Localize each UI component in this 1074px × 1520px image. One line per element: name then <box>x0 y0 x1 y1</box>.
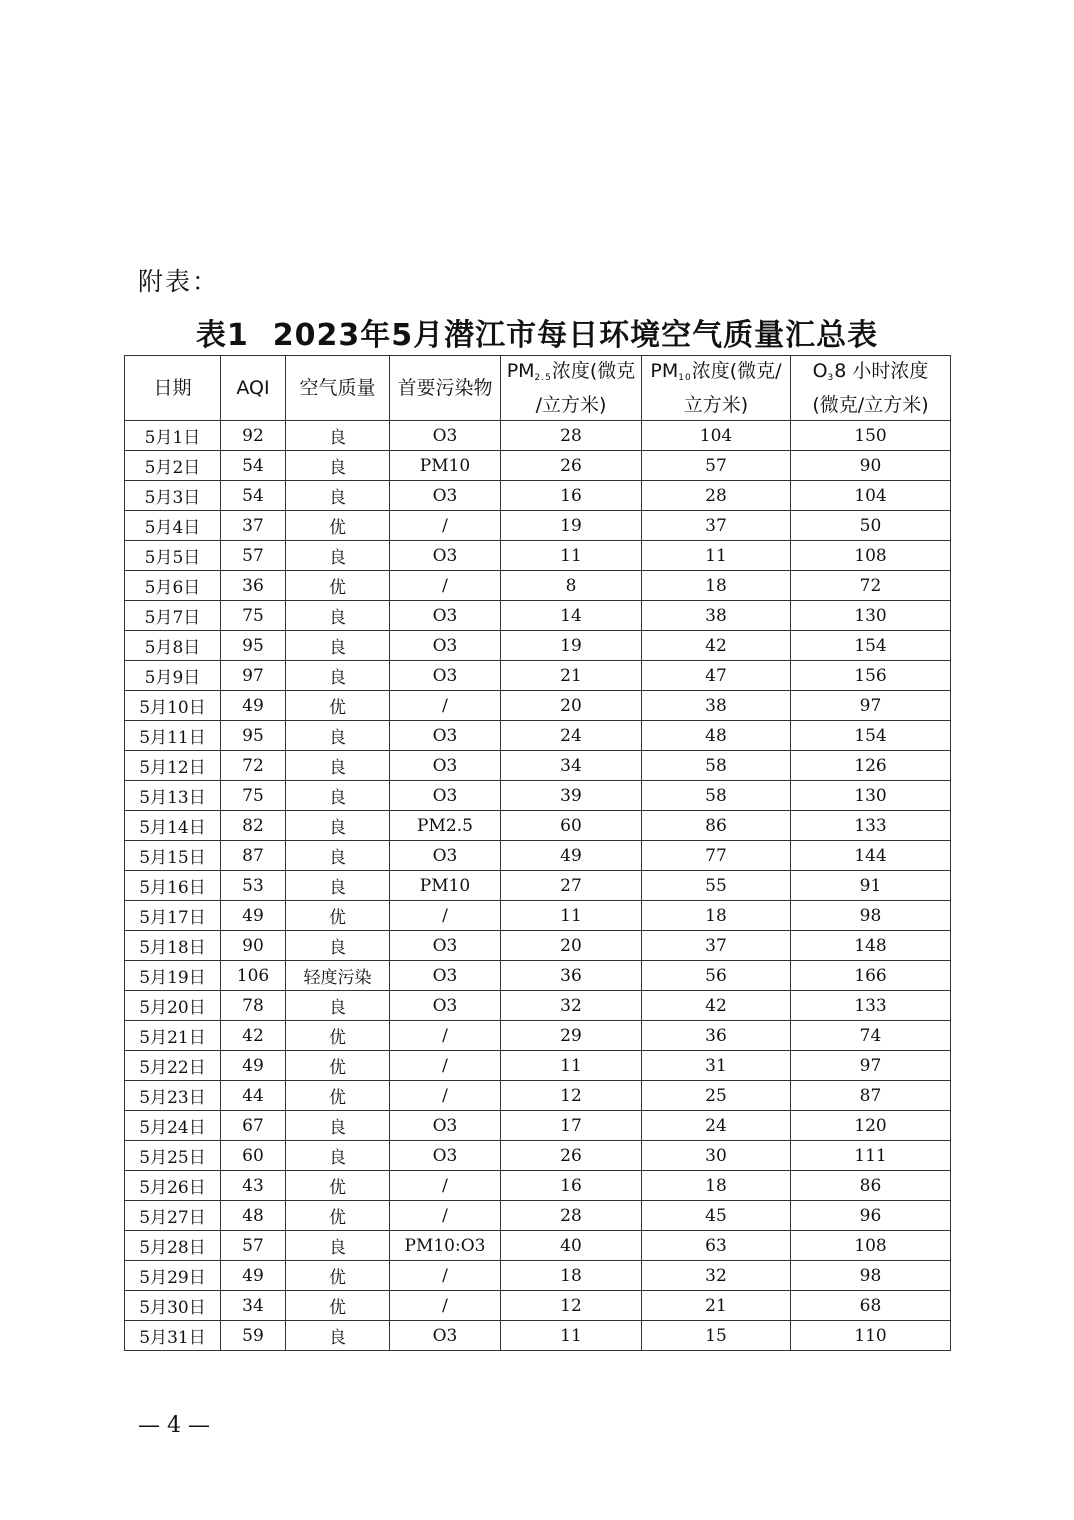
table-row <box>125 901 951 931</box>
table-row <box>125 721 951 751</box>
table-row <box>125 1201 951 1231</box>
cell-o3-8h: 156 <box>791 661 951 691</box>
cell-pm10: 18 <box>642 1171 791 1201</box>
table-row <box>125 781 951 811</box>
cell-o3-8h: 126 <box>791 751 951 781</box>
table-row <box>125 481 951 511</box>
cell-date: 5月11日 <box>125 721 221 751</box>
table-row <box>125 1321 951 1351</box>
table-row <box>125 1021 951 1051</box>
cell-air-quality: 优 <box>286 1201 390 1231</box>
cell-o3-8h: 104 <box>791 481 951 511</box>
cell-pm10: 38 <box>642 691 791 721</box>
cell-aqi: 72 <box>221 751 286 781</box>
cell-pm10: 42 <box>642 991 791 1021</box>
cell-aqi: 36 <box>221 571 286 601</box>
cell-o3-8h: 91 <box>791 871 951 901</box>
cell-air-quality: 良 <box>286 811 390 841</box>
cell-pm25: 20 <box>501 931 642 961</box>
cell-pm25: 19 <box>501 631 642 661</box>
cell-o3-8h: 130 <box>791 781 951 811</box>
cell-primary-pollutant: O3 <box>390 601 501 631</box>
cell-air-quality: 优 <box>286 571 390 601</box>
cell-air-quality: 良 <box>286 481 390 511</box>
cell-pm25: 11 <box>501 541 642 571</box>
cell-aqi: 54 <box>221 451 286 481</box>
cell-air-quality: 良 <box>286 841 390 871</box>
table-row <box>125 991 951 1021</box>
cell-pm25: 40 <box>501 1231 642 1261</box>
cell-pm25: 16 <box>501 481 642 511</box>
cell-o3-8h: 154 <box>791 721 951 751</box>
cell-pm10: 42 <box>642 631 791 661</box>
cell-pm25: 60 <box>501 811 642 841</box>
cell-aqi: 106 <box>221 961 286 991</box>
cell-primary-pollutant: / <box>390 1261 501 1291</box>
cell-aqi: 43 <box>221 1171 286 1201</box>
cell-pm10: 45 <box>642 1201 791 1231</box>
cell-o3-8h: 86 <box>791 1171 951 1201</box>
air-quality-table <box>124 355 951 1351</box>
cell-pm10: 37 <box>642 931 791 961</box>
cell-pm25: 12 <box>501 1081 642 1111</box>
cell-pm25: 18 <box>501 1261 642 1291</box>
cell-date: 5月3日 <box>125 481 221 511</box>
cell-air-quality: 优 <box>286 1291 390 1321</box>
cell-date: 5月17日 <box>125 901 221 931</box>
cell-pm25: 19 <box>501 511 642 541</box>
cell-air-quality: 良 <box>286 721 390 751</box>
cell-primary-pollutant: PM10 <box>390 451 501 481</box>
cell-primary-pollutant: O3 <box>390 631 501 661</box>
cell-date: 5月27日 <box>125 1201 221 1231</box>
cell-aqi: 34 <box>221 1291 286 1321</box>
cell-aqi: 82 <box>221 811 286 841</box>
cell-aqi: 57 <box>221 1231 286 1261</box>
cell-pm25: 39 <box>501 781 642 811</box>
cell-air-quality: 优 <box>286 901 390 931</box>
cell-air-quality: 优 <box>286 1171 390 1201</box>
cell-pm25: 29 <box>501 1021 642 1051</box>
table-row <box>125 841 951 871</box>
table-row <box>125 1081 951 1111</box>
cell-date: 5月28日 <box>125 1231 221 1261</box>
cell-date: 5月20日 <box>125 991 221 1021</box>
cell-primary-pollutant: O3 <box>390 961 501 991</box>
cell-date: 5月6日 <box>125 571 221 601</box>
cell-pm10: 63 <box>642 1231 791 1261</box>
cell-date: 5月8日 <box>125 631 221 661</box>
cell-pm10: 58 <box>642 751 791 781</box>
cell-primary-pollutant: / <box>390 1021 501 1051</box>
cell-pm10: 31 <box>642 1051 791 1081</box>
cell-aqi: 44 <box>221 1081 286 1111</box>
table-row <box>125 691 951 721</box>
cell-date: 5月21日 <box>125 1021 221 1051</box>
cell-pm25: 24 <box>501 721 642 751</box>
cell-air-quality: 良 <box>286 601 390 631</box>
cell-pm10: 36 <box>642 1021 791 1051</box>
cell-pm10: 77 <box>642 841 791 871</box>
cell-date: 5月18日 <box>125 931 221 961</box>
cell-air-quality: 优 <box>286 1051 390 1081</box>
cell-date: 5月4日 <box>125 511 221 541</box>
table-row <box>125 421 951 451</box>
cell-o3-8h: 148 <box>791 931 951 961</box>
table-row <box>125 871 951 901</box>
cell-date: 5月5日 <box>125 541 221 571</box>
cell-primary-pollutant: / <box>390 1201 501 1231</box>
cell-pm25: 32 <box>501 991 642 1021</box>
cell-air-quality: 优 <box>286 511 390 541</box>
cell-o3-8h: 68 <box>791 1291 951 1321</box>
cell-air-quality: 良 <box>286 631 390 661</box>
header-date: 日期 <box>125 356 221 421</box>
cell-date: 5月31日 <box>125 1321 221 1351</box>
cell-o3-8h: 98 <box>791 1261 951 1291</box>
cell-air-quality: 良 <box>286 931 390 961</box>
table-number: 表1 <box>195 318 249 353</box>
cell-air-quality: 良 <box>286 991 390 1021</box>
table-row <box>125 931 951 961</box>
cell-pm10: 37 <box>642 511 791 541</box>
cell-air-quality: 良 <box>286 871 390 901</box>
cell-pm10: 15 <box>642 1321 791 1351</box>
cell-primary-pollutant: / <box>390 901 501 931</box>
cell-o3-8h: 133 <box>791 811 951 841</box>
cell-primary-pollutant: / <box>390 1081 501 1111</box>
cell-primary-pollutant: PM10 <box>390 871 501 901</box>
cell-aqi: 49 <box>221 1261 286 1291</box>
cell-pm25: 34 <box>501 751 642 781</box>
cell-aqi: 49 <box>221 691 286 721</box>
cell-aqi: 54 <box>221 481 286 511</box>
header-primary-pollutant: 首要污染物 <box>390 356 501 421</box>
header-aqi: AQI <box>221 356 286 421</box>
cell-o3-8h: 96 <box>791 1201 951 1231</box>
table-row <box>125 1291 951 1321</box>
cell-primary-pollutant: O3 <box>390 541 501 571</box>
cell-aqi: 49 <box>221 901 286 931</box>
cell-primary-pollutant: / <box>390 1291 501 1321</box>
cell-air-quality: 良 <box>286 751 390 781</box>
cell-aqi: 67 <box>221 1111 286 1141</box>
cell-o3-8h: 108 <box>791 541 951 571</box>
header-pm25: $PM_{2.5}$浓度(微克 /立方米) <box>501 356 642 421</box>
cell-pm10: 30 <box>642 1141 791 1171</box>
cell-o3-8h: 120 <box>791 1111 951 1141</box>
cell-pm25: 8 <box>501 571 642 601</box>
table-row <box>125 1141 951 1171</box>
cell-date: 5月13日 <box>125 781 221 811</box>
cell-aqi: 92 <box>221 421 286 451</box>
cell-pm25: 11 <box>501 901 642 931</box>
cell-pm10: 25 <box>642 1081 791 1111</box>
cell-pm25: 36 <box>501 961 642 991</box>
page-number: — 4 — <box>138 1413 210 1438</box>
cell-pm10: 38 <box>642 601 791 631</box>
cell-pm10: 18 <box>642 571 791 601</box>
cell-air-quality: 优 <box>286 1261 390 1291</box>
cell-air-quality: 良 <box>286 1321 390 1351</box>
cell-pm25: 17 <box>501 1111 642 1141</box>
cell-o3-8h: 50 <box>791 511 951 541</box>
cell-date: 5月25日 <box>125 1141 221 1171</box>
cell-pm10: 32 <box>642 1261 791 1291</box>
header-row <box>125 356 951 421</box>
cell-pm25: 28 <box>501 1201 642 1231</box>
cell-air-quality: 良 <box>286 1231 390 1261</box>
cell-primary-pollutant: O3 <box>390 721 501 751</box>
cell-o3-8h: 97 <box>791 1051 951 1081</box>
header-pm10: $PM_{10}$浓度(微克/ 立方米) <box>642 356 791 421</box>
table-row <box>125 661 951 691</box>
cell-aqi: 49 <box>221 1051 286 1081</box>
cell-pm25: 16 <box>501 1171 642 1201</box>
cell-air-quality: 良 <box>286 1141 390 1171</box>
cell-date: 5月2日 <box>125 451 221 481</box>
cell-air-quality: 良 <box>286 451 390 481</box>
table-row <box>125 541 951 571</box>
cell-o3-8h: 110 <box>791 1321 951 1351</box>
cell-primary-pollutant: O3 <box>390 841 501 871</box>
cell-date: 5月29日 <box>125 1261 221 1291</box>
cell-primary-pollutant: PM10:O3 <box>390 1231 501 1261</box>
cell-air-quality: 轻度污染 <box>286 961 390 991</box>
cell-date: 5月26日 <box>125 1171 221 1201</box>
cell-air-quality: 良 <box>286 781 390 811</box>
table-row <box>125 751 951 781</box>
cell-air-quality: 良 <box>286 421 390 451</box>
cell-aqi: 42 <box>221 1021 286 1051</box>
cell-primary-pollutant: PM2.5 <box>390 811 501 841</box>
cell-o3-8h: 111 <box>791 1141 951 1171</box>
cell-aqi: 60 <box>221 1141 286 1171</box>
cell-o3-8h: 87 <box>791 1081 951 1111</box>
cell-air-quality: 优 <box>286 1021 390 1051</box>
cell-pm10: 58 <box>642 781 791 811</box>
cell-pm10: 48 <box>642 721 791 751</box>
table-row <box>125 451 951 481</box>
cell-pm10: 28 <box>642 481 791 511</box>
cell-aqi: 53 <box>221 871 286 901</box>
cell-date: 5月12日 <box>125 751 221 781</box>
cell-pm10: 56 <box>642 961 791 991</box>
cell-pm25: 26 <box>501 1141 642 1171</box>
cell-o3-8h: 133 <box>791 991 951 1021</box>
table-row <box>125 1111 951 1141</box>
cell-o3-8h: 130 <box>791 601 951 631</box>
cell-aqi: 78 <box>221 991 286 1021</box>
cell-primary-pollutant: O3 <box>390 1111 501 1141</box>
cell-date: 5月16日 <box>125 871 221 901</box>
cell-aqi: 48 <box>221 1201 286 1231</box>
table-row <box>125 1051 951 1081</box>
cell-air-quality: 优 <box>286 1081 390 1111</box>
cell-date: 5月15日 <box>125 841 221 871</box>
cell-aqi: 90 <box>221 931 286 961</box>
cell-pm25: 26 <box>501 451 642 481</box>
cell-date: 5月19日 <box>125 961 221 991</box>
cell-pm10: 21 <box>642 1291 791 1321</box>
cell-aqi: 37 <box>221 511 286 541</box>
cell-o3-8h: 166 <box>791 961 951 991</box>
cell-pm25: 11 <box>501 1051 642 1081</box>
table-title <box>0 310 1074 354</box>
cell-o3-8h: 108 <box>791 1231 951 1261</box>
cell-pm10: 18 <box>642 901 791 931</box>
cell-primary-pollutant: O3 <box>390 781 501 811</box>
cell-primary-pollutant: O3 <box>390 421 501 451</box>
cell-primary-pollutant: / <box>390 571 501 601</box>
cell-aqi: 87 <box>221 841 286 871</box>
cell-date: 5月9日 <box>125 661 221 691</box>
annex-label: 附表： <box>138 267 220 296</box>
cell-aqi: 75 <box>221 781 286 811</box>
cell-air-quality: 优 <box>286 691 390 721</box>
table-row <box>125 571 951 601</box>
cell-aqi: 75 <box>221 601 286 631</box>
cell-pm10: 104 <box>642 421 791 451</box>
cell-air-quality: 良 <box>286 541 390 571</box>
cell-pm25: 27 <box>501 871 642 901</box>
cell-pm10: 86 <box>642 811 791 841</box>
cell-o3-8h: 97 <box>791 691 951 721</box>
cell-pm25: 20 <box>501 691 642 721</box>
cell-aqi: 95 <box>221 631 286 661</box>
cell-pm10: 11 <box>642 541 791 571</box>
cell-date: 5月24日 <box>125 1111 221 1141</box>
cell-pm10: 55 <box>642 871 791 901</box>
cell-primary-pollutant: O3 <box>390 931 501 961</box>
cell-primary-pollutant: O3 <box>390 661 501 691</box>
cell-primary-pollutant: O3 <box>390 481 501 511</box>
cell-pm25: 49 <box>501 841 642 871</box>
cell-o3-8h: 154 <box>791 631 951 661</box>
cell-pm25: 28 <box>501 421 642 451</box>
cell-pm25: 14 <box>501 601 642 631</box>
table-title-text: 2023年5月潜江市每日环境空气质量汇总表 <box>272 318 879 353</box>
cell-primary-pollutant: / <box>390 1051 501 1081</box>
table-row <box>125 1261 951 1291</box>
cell-primary-pollutant: / <box>390 691 501 721</box>
cell-primary-pollutant: O3 <box>390 1321 501 1351</box>
table-row <box>125 811 951 841</box>
cell-o3-8h: 74 <box>791 1021 951 1051</box>
cell-pm25: 12 <box>501 1291 642 1321</box>
cell-date: 5月7日 <box>125 601 221 631</box>
cell-pm10: 47 <box>642 661 791 691</box>
cell-primary-pollutant: O3 <box>390 751 501 781</box>
cell-pm25: 11 <box>501 1321 642 1351</box>
cell-air-quality: 良 <box>286 1111 390 1141</box>
cell-pm25: 21 <box>501 661 642 691</box>
table-row <box>125 1171 951 1201</box>
cell-aqi: 97 <box>221 661 286 691</box>
cell-air-quality: 良 <box>286 661 390 691</box>
cell-o3-8h: 144 <box>791 841 951 871</box>
table-body <box>125 421 951 1351</box>
cell-date: 5月10日 <box>125 691 221 721</box>
table-row <box>125 1231 951 1261</box>
cell-primary-pollutant: O3 <box>390 991 501 1021</box>
cell-aqi: 59 <box>221 1321 286 1351</box>
header-o3-8h: $O_38$ 小时浓度 (微克/立方米) <box>791 356 951 421</box>
cell-date: 5月22日 <box>125 1051 221 1081</box>
header-air-quality: 空气质量 <box>286 356 390 421</box>
cell-pm10: 24 <box>642 1111 791 1141</box>
cell-primary-pollutant: / <box>390 1171 501 1201</box>
cell-primary-pollutant: / <box>390 511 501 541</box>
cell-date: 5月1日 <box>125 421 221 451</box>
cell-date: 5月14日 <box>125 811 221 841</box>
cell-o3-8h: 150 <box>791 421 951 451</box>
cell-o3-8h: 98 <box>791 901 951 931</box>
table-row <box>125 961 951 991</box>
cell-o3-8h: 90 <box>791 451 951 481</box>
table-row <box>125 631 951 661</box>
cell-aqi: 57 <box>221 541 286 571</box>
cell-aqi: 95 <box>221 721 286 751</box>
cell-o3-8h: 72 <box>791 571 951 601</box>
cell-primary-pollutant: O3 <box>390 1141 501 1171</box>
table-row <box>125 511 951 541</box>
table-row <box>125 601 951 631</box>
cell-date: 5月30日 <box>125 1291 221 1321</box>
cell-date: 5月23日 <box>125 1081 221 1111</box>
cell-pm10: 57 <box>642 451 791 481</box>
